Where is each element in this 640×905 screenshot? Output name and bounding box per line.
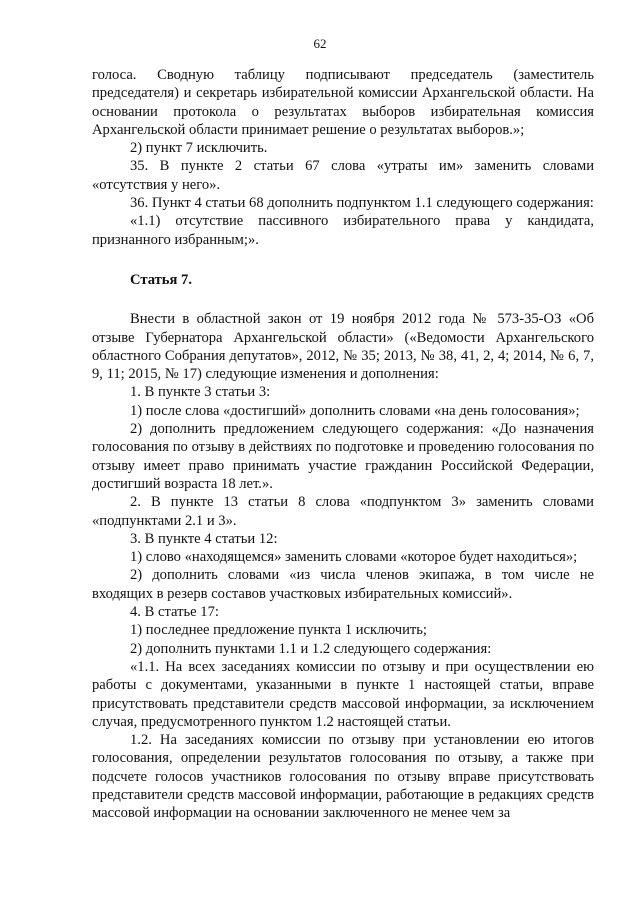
paragraph: 1) после слова «достигший» дополнить словами «на день голосования»; [130, 402, 580, 419]
paragraph: 4. В статье 17: [130, 604, 219, 621]
paragraph: «1.1. На всех заседаниях комиссии по отзыву и при осуществлении ею работы с документами, указанными в пункте 1 настоящей статьи, вправе присутствовать представители средств массовой информации, за исключением случая, предусмотренного пунктом 1.2 настоящей статьи. [92, 658, 594, 730]
paragraph: Внести в областной закон от 19 ноября 2012 года № 573-35-ОЗ «Об отзыве Губернатора Архангельской области» («Ведомости Архангельского областного Собрания депутатов», 2012, № 35; 2013, № 38, 41, 2, 4; 2014, № 6, 7, 9, 11; 2015, № 17) следующие изменения и дополнения: [92, 311, 594, 383]
paragraph: 1. В пункте 3 статьи 3: [130, 384, 271, 401]
paragraph: 2) дополнить словами «из числа членов экипажа, в том числе не входящих в резерв составов участковых избирательных комиссий». [92, 567, 594, 602]
paragraph: 1) слово «находящемся» заменить словами «которое будет находиться»; [130, 549, 578, 566]
document-body [92, 66, 594, 823]
paragraph: 35. В пункте 2 статьи 67 слова «утраты им» заменить словами «отсутствия у него». [92, 158, 594, 193]
paragraph: 2. В пункте 13 статьи 8 слова «подпунктом 3» заменить словами «подпунктами 2.1 и 3». [92, 494, 594, 529]
paragraph: «1.1) отсутствие пассивного избирательного права у кандидата, признанного избранным;». [92, 213, 594, 248]
paragraph: 36. Пункт 4 статьи 68 дополнить подпунктом 1.1 следующего содержания: [130, 195, 594, 212]
paragraph: 3. В пункте 4 статьи 12: [130, 530, 278, 547]
article-7-block [92, 310, 594, 822]
paragraph: 2) дополнить предложением следующего содержания: «До назначения голосования по отзыву в действиях по подготовке и проведению голосования по отзыву имеет право принимать участие гражданин Российской Федерации, достигший возраста 18 лет.». [92, 421, 594, 492]
amendments-block [92, 66, 594, 249]
paragraph: 1.2. На заседаниях комиссии по отзыву при установлении ею итогов голосования, определении результатов голосования по отзыву, а также при подсчете голосов участников голосования по отзыву вправе присутствовать представители средств массовой информации, работающие в редакциях средств массовой информации на основании заключенного не менее чем за [92, 732, 594, 822]
paragraph: голоса. Сводную таблицу подписывают председатель (заместитель председателя) и секретарь избирательной комиссии Архангельской области. На основании протокола о результатах выборов избирательная комиссия Архангельской области принимает решение о результатах выборов.»; [92, 67, 594, 138]
page-number: 62 [313, 36, 327, 51]
paragraph: 2) пункт 7 исключить. [130, 140, 268, 157]
paragraph: 1) последнее предложение пункта 1 исключить; [130, 622, 427, 639]
paragraph: 2) дополнить пунктами 1.1 и 1.2 следующего содержания: [130, 640, 492, 657]
article-heading: Статья 7. [130, 271, 192, 288]
